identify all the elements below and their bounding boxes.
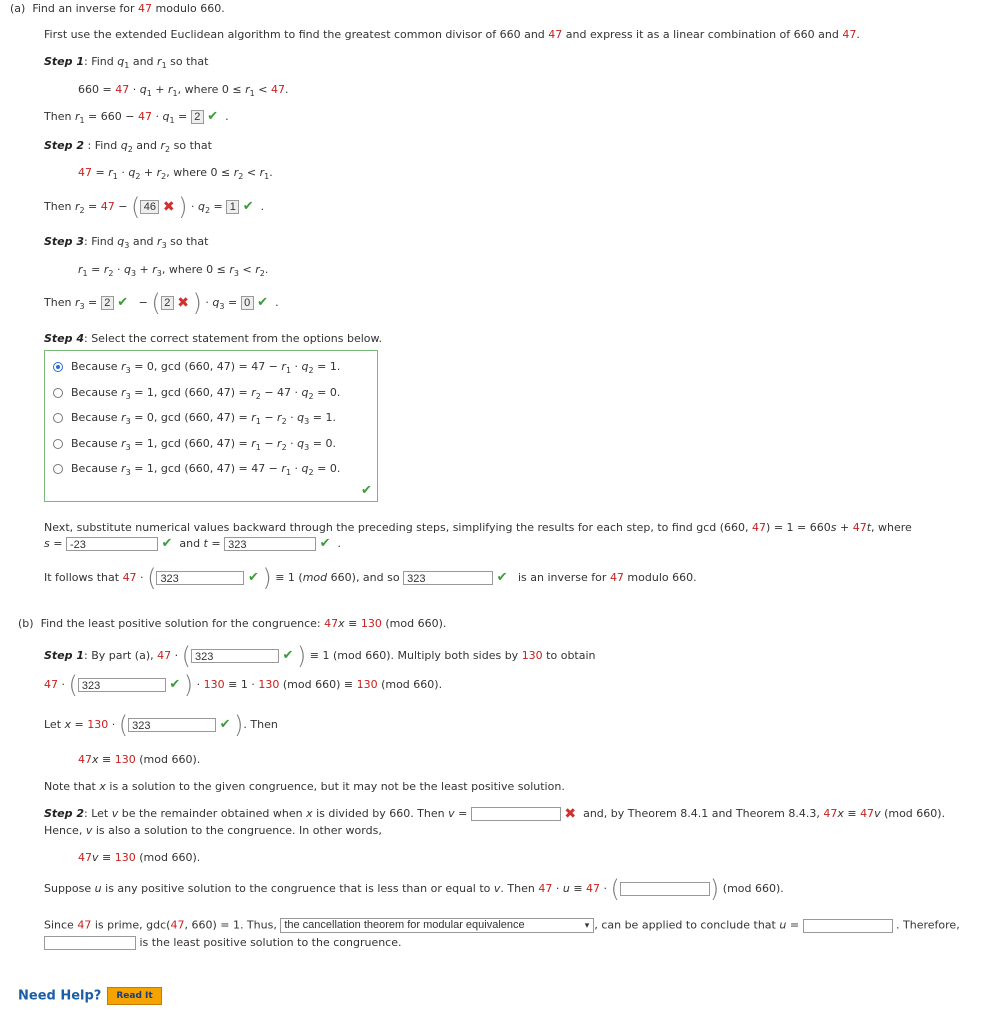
b-congruence1: 47x ≡ 130 (mod 660). — [78, 753, 201, 766]
part-a-label: (a) — [10, 2, 26, 15]
follows-line: It follows that 47 · ( 323 ✔ ) ≡ 1 (mod 660), and so 323 ✔ is an inverse for 47 modulo 660. — [44, 564, 697, 592]
next-text: Next, substitute numerical values backward through the preceding steps, simplifying the results for each step, to find gcd (660, 47) = 1 = 660s + 47t, where — [44, 521, 912, 534]
letx-input[interactable]: 323 — [128, 718, 216, 732]
check-icon: ✔ — [117, 295, 129, 310]
option-3[interactable]: Because $r_3 = 1$, gcd (660, $47) = r_1 - r_2 \cdot q_3 = 0$. — [53, 437, 336, 451]
st-line: s = -23 ✔ and t = 323 ✔ . — [44, 536, 341, 551]
check-icon: ✔ — [161, 536, 173, 551]
suppose-input[interactable] — [620, 882, 710, 896]
step3-heading: Step 3: Find $q_3$ and $r_3$ so that — [44, 235, 209, 250]
option-0[interactable]: Because $r_3 = 0$, gcd (660, $47) = 47 - r_1 \cdot q_2 = 1$. — [53, 360, 340, 374]
step2-equation: $47 = r_1 \cdot q_2 + r_2$, where $0 \le r_2 < r_1$. — [78, 166, 273, 181]
follows-input-2[interactable]: 323 — [403, 571, 493, 585]
step3-then: Then $r_3 = 2$ ✔ − ( 2 ✖ ) · $q_3 = 0$ ✔ . — [44, 289, 279, 317]
check-icon: ✔ — [257, 295, 269, 310]
v-input[interactable] — [471, 807, 561, 821]
theorem-select[interactable]: the cancellation theorem for modular equivalence ▾ — [280, 918, 594, 933]
b-suppose: Suppose u is any positive solution to the congruence that is less than or equal to v. Then 47 · u ≡ 47 · ( ) (mod 660). — [44, 875, 784, 903]
b-step1-input[interactable]: 323 — [191, 649, 279, 663]
part-a-intro: First use the extended Euclidean algorithm to find the greatest common divisor of 660 and 47 and express it as a linear combination of 660 and 47. — [44, 28, 860, 41]
least-solution-input[interactable] — [44, 936, 136, 950]
option-4[interactable]: Because $r_3 = 1$, gcd (660, $47) = 47 - r_1 \cdot q_2 = 0$. — [53, 462, 340, 476]
b-last: is the least positive solution to the congruence. — [44, 936, 402, 950]
r1-input[interactable]: 2 — [191, 110, 204, 124]
step3-first-input[interactable]: 2 — [101, 296, 114, 310]
part-b-question: (b) Find the least positive solution for the congruence: 47x ≡ 130 (mod 660). — [18, 617, 447, 630]
r2-input[interactable]: 1 — [226, 200, 239, 214]
step4-options-box — [44, 350, 378, 502]
step1-equation: $660 = 47 \cdot q_1 + r_1$, where $0 \le r_1 < 47$. — [78, 83, 289, 98]
step2-inner-input[interactable]: 46 — [140, 200, 159, 214]
check-icon: ✔ — [319, 536, 331, 551]
check-icon: ✔ — [361, 483, 372, 498]
step1-then: Then $r_1 = 660 - 47 \cdot q_1 = 2$ ✔ . — [44, 109, 229, 125]
option-2[interactable]: Because $r_3 = 0$, gcd (660, $47) = r_1 - r_2 \cdot q_3 = 1$. — [53, 411, 336, 425]
step3-inner-input[interactable]: 2 — [161, 296, 174, 310]
radio-button[interactable] — [53, 413, 63, 423]
radio-button-selected[interactable] — [53, 362, 63, 372]
radio-button[interactable] — [53, 464, 63, 474]
s-input[interactable]: -23 — [66, 537, 158, 551]
check-icon: ✔ — [207, 109, 219, 124]
step1-heading: Step 1: Find $q_1$ and $r_1$ so that — [44, 55, 209, 70]
chevron-down-icon: ▾ — [584, 920, 590, 930]
check-icon: ✔ — [496, 570, 508, 585]
step3-equation: $r_1 = r_2 \cdot q_3 + r_3$, where $0 \le r_3 < r_2$. — [78, 263, 269, 278]
need-help: Need Help? Read It — [18, 987, 162, 1005]
b-note: Note that x is a solution to the given congruence, but it may not be the least positive solution. — [44, 780, 565, 793]
part-a-question: (a) Find an inverse for 47 modulo 660. — [10, 2, 225, 15]
b-step2: Step 2: Let v be the remainder obtained when x is divided by 660. Then v = ✖ and, by Theorem 8.4.1 and Theorem 8.4.3, 47x ≡ 47v (mod 660). — [44, 806, 946, 822]
b-line2: 47 · ( 323 ✔ ) · 130 ≡ 1 · 130 (mod 660) ≡ 130 (mod 660). — [44, 671, 443, 699]
step4-heading: Step 4: Select the correct statement from the options below. — [44, 332, 382, 345]
step2-then: Then $r_2 = 47$ − ( 46 ✖ ) · $q_2 = 1$ ✔ . — [44, 193, 265, 221]
check-icon: ✔ — [219, 717, 231, 732]
check-icon: ✔ — [282, 648, 294, 663]
check-icon: ✔ — [169, 677, 181, 692]
check-icon: ✔ — [242, 199, 254, 214]
radio-button[interactable] — [53, 388, 63, 398]
option-1[interactable]: Because $r_3 = 1$, gcd (660, $47) = r_2 - 47 \cdot q_2 = 0$. — [53, 386, 340, 400]
x-mark-icon: ✖ — [177, 295, 189, 311]
b-congruence2: 47v ≡ 130 (mod 660). — [78, 851, 201, 864]
check-icon: ✔ — [247, 570, 259, 585]
r3-input[interactable]: 0 — [241, 296, 254, 310]
follows-input-1[interactable]: 323 — [156, 571, 244, 585]
b-line2-input[interactable]: 323 — [78, 678, 166, 692]
radio-button[interactable] — [53, 439, 63, 449]
u-input[interactable] — [803, 919, 893, 933]
b-step1: Step 1: By part (a), 47 · ( 323 ✔ ) ≡ 1 (mod 660). Multiply both sides by 130 to obtain — [44, 642, 596, 670]
read-it-button[interactable]: Read It — [107, 987, 161, 1005]
step2-heading: Step 2 : Find $q_2$ and $r_2$ so that — [44, 139, 212, 154]
b-step2-line2: Hence, v is also a solution to the congruence. In other words, — [44, 824, 382, 837]
b-letx: Let x = 130 · ( 323 ✔ ). Then — [44, 711, 278, 739]
t-input[interactable]: 323 — [224, 537, 316, 551]
b-since: Since 47 is prime, gdc(47, 660) = 1. Thus, the cancellation theorem for modular equivalence ▾ , can be applied to conclude that u = . Therefore, — [44, 918, 960, 932]
x-mark-icon: ✖ — [564, 806, 577, 822]
x-mark-icon: ✖ — [162, 199, 175, 215]
